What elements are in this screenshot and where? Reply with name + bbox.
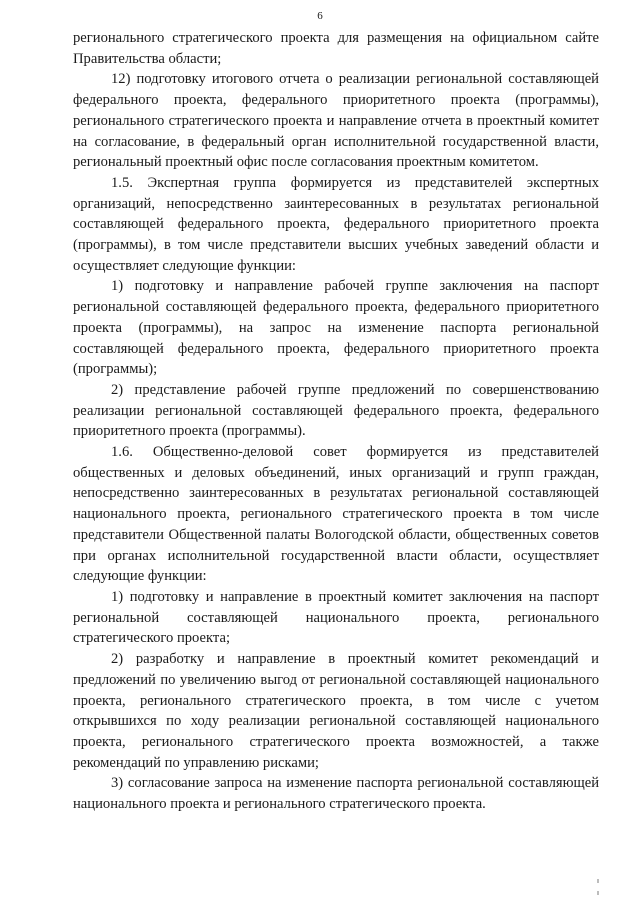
paragraph-item-12: 12) подготовку итогового отчета о реализации региональной составляющей федерального проекта, федерального приоритетного проекта (программы), регионального стратегического проекта и направление отчета в проектный комитет на согласование, в федеральный орган исполнительной государственной власти, региональный проектный офис после согласования проектным комитетом. bbox=[73, 71, 599, 171]
paragraph-1-5-item-1: 1) подготовку и направление рабочей группе заключения на паспорт региональной составляющей федерального проекта, федерального приоритетного проекта (программы), на запрос на изменение паспорта региональной составляющей федерального проекта, федерального приоритетного проекта (программы); bbox=[73, 278, 599, 378]
paragraph-1-6-item-1: 1) подготовку и направление в проектный комитет заключения на паспорт региональной составляющей национального проекта, регионального стратегического проекта; bbox=[73, 588, 599, 647]
scan-mark bbox=[597, 891, 599, 895]
paragraph-section-1-6: 1.6. Общественно-деловой совет формируется из представителей общественных и деловых объединений, иных организаций и групп граждан, непосредственно заинтересованных в результатах региональной составляющей национального проекта, регионального стратегического проекта в том числе представители Общественной палаты Вологодской области, общественных советов при органах исполнительной государственной власти области, осуществляет следующие функции: bbox=[73, 444, 599, 585]
paragraph-1-6-item-2: 2) разработку и направление в проектный комитет рекомендаций и предложений по увеличению выгод от региональной составляющей национального проекта, регионального стратегического проекта, в том числе с учетом открывшихся по ходу реализации региональной составляющей национального проекта, регионального стратегического проекта возможностей, а также рекомендаций по управлению рисками; bbox=[73, 651, 599, 771]
paragraph-1-5-item-2: 2) представление рабочей группе предложений по совершенствованию реализации региональной составляющей федерального проекта, федерального приоритетного проекта (программы). bbox=[73, 381, 599, 440]
paragraph-1-6-item-3: 3) согласование запроса на изменение паспорта региональной составляющей национального проекта и регионального стратегического проекта. bbox=[73, 775, 599, 813]
scan-mark bbox=[597, 879, 599, 883]
page-number: 6 bbox=[317, 10, 323, 22]
document-body bbox=[73, 28, 599, 815]
paragraph-section-1-5: 1.5. Экспертная группа формируется из представителей экспертных организаций, непосредственно заинтересованных в результатах региональной составляющей федерального проекта, федерального приоритетного проекта (программы), в том числе представители высших учебных заведений области и осуществляет следующие функции: bbox=[73, 174, 599, 274]
paragraph-continuation: регионального стратегического проекта для размещения на официальном сайте Правительства области; bbox=[73, 30, 599, 67]
